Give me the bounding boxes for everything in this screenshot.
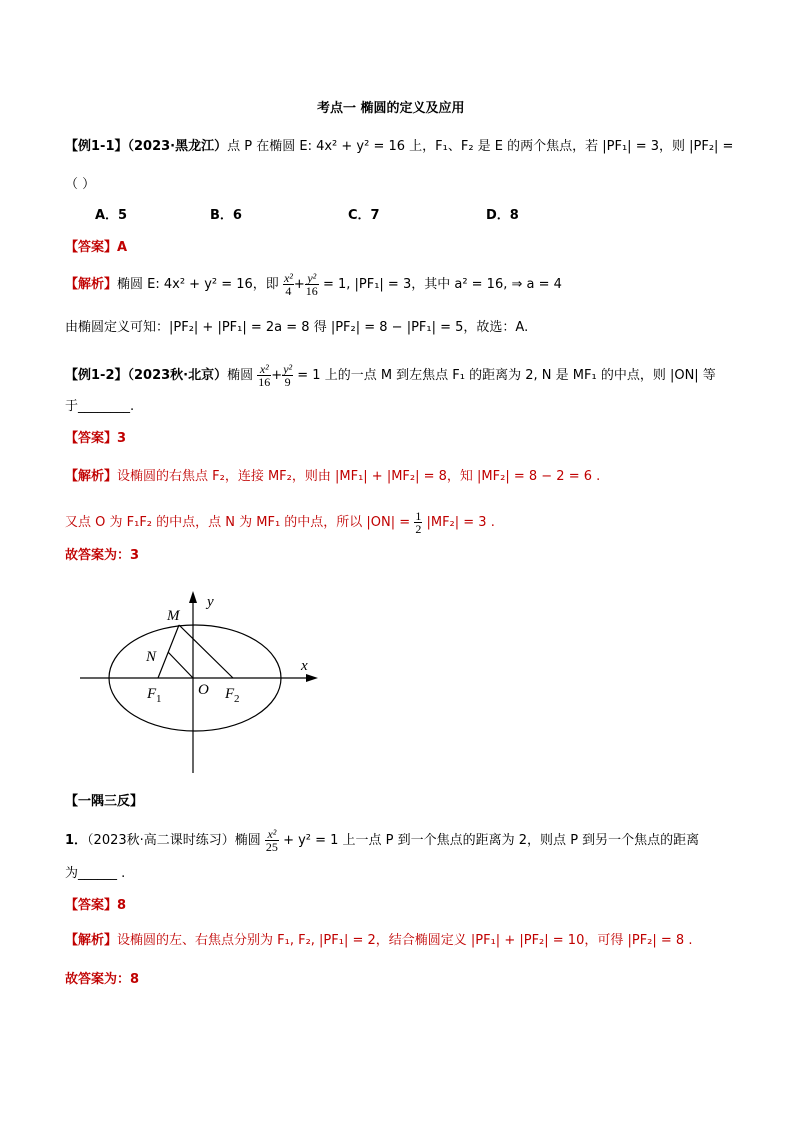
example-tag: 【例1-2】 [65,368,128,383]
analysis-text-b: = 1, |PF₁| = 3，其中 a² = 16, ⇒ a = 4 [322,277,562,292]
question-text: 点 P 在椭圆 E: 4x² + y² = 16 上，F₁、F₂ 是 E 的两个焦点，若 |PF₁| = 3，则 |PF₂| = [227,139,734,154]
analysis-label: 【解析】 [65,277,118,292]
answer-value: 3 [117,431,127,446]
label-n: N [146,649,157,665]
label-m: M [167,608,180,624]
conclusion: 故答案为：3 [65,548,140,563]
example-source: （2023秋·北京） [127,368,228,383]
answer-label: 【答案】 [65,240,118,255]
answer-line [65,430,126,448]
question-line-2: 为______ . [65,866,126,881]
option-b: B．6 [210,208,242,223]
question-text-b: = 1 上的一点 M 到左焦点 F₁ 的距离为 2, N 是 MF₁ 的中点，则 |ON| 等 [297,368,716,383]
example-1-2-question: 【例1-2】（2023秋·北京）椭圆 $\frac{\text{x²}}{16}$ + $\frac{\text{y²}}{9}$ = 1 上的一点 M 到左焦点 F₁ 的距离为 2, N 是 MF₁ 的中点，则 |ON| 等 [65,362,716,389]
option-d: D．8 [486,208,519,223]
ellipse-figure [80,585,330,775]
y-axis-arrow [189,591,197,603]
analysis-line-2: 由椭圆定义可知：|PF₂| + |PF₁| = 2a = 8 得 |PF₂| = 8 − |PF₁| = 5，故选：A. [65,320,529,335]
answer-label: 【答案】 [65,431,118,446]
fraction-x2-over-16: $\frac{\text{x²}}{16}$ [258,362,271,389]
question-source: （2023秋·高二课时练习） [87,833,235,848]
label-f1-sub: 1 [156,693,162,705]
analysis-line [65,932,692,950]
segment-on [168,652,193,678]
question-text-a: 椭圆 [227,368,254,383]
question-number: 1． [65,833,88,848]
analysis-line-1 [65,468,600,486]
x-axis-arrow [306,674,318,682]
analysis-text-b: |MF₂| = 3 . [426,515,495,530]
label-x: x [301,658,308,674]
segment-mf1 [158,625,179,678]
answer-line [65,239,127,257]
practice-header: 【一隅三反】 [65,794,144,809]
label-f2: F [225,686,235,702]
fraction-x2-over-4: $\frac{\text{x²}}{4}$ [283,271,293,298]
option-a: A．5 [95,208,128,223]
analysis-line-2 [65,510,495,535]
fraction-x2-over-25: $\frac{\text{x²}}{25}$ [265,827,278,854]
answer-parentheses: （ ） [65,177,96,192]
example-1-1-question [65,138,733,156]
example-tag: 【例1-1】 [65,139,128,154]
analysis-label: 【解析】 [65,469,118,484]
answer-label: 【答案】 [65,898,118,913]
analysis-text-a: 椭圆 E: 4x² + y² = 16，即 [117,277,279,292]
conclusion: 故答案为：8 [65,972,140,987]
example-source: （2023·黑龙江） [127,139,228,154]
question-text-a: 椭圆 [234,833,261,848]
analysis-text: 设椭圆的左、右焦点分别为 F₁, F₂, |PF₁| = 2，结合椭圆定义 |PF₁| + |PF₂| = 10，可得 |PF₂| = 8 . [117,933,693,948]
fraction-1-over-2: $\frac{1}{2}$ [415,509,422,536]
practice-question-1 [65,828,699,853]
answer-value: 8 [117,898,127,913]
label-y: y [207,594,214,610]
answer-value: A [117,240,128,255]
section-title: 考点一 椭圆的定义及应用 [317,101,465,116]
fraction-y2-over-16: $\frac{\text{y²}}{16}$ [305,271,318,298]
answer-line [65,897,126,915]
analysis-line-1: 【解析】椭圆 E: 4x² + y² = 16，即 $\frac{\text{x²}}{4}$ + $\frac{\text{y²}}{16}$ = 1, |PF₁| = 3，其中 a² = 16, ⇒ a = 4 [65,271,562,298]
label-f1: F [147,686,157,702]
fraction-y2-over-9: $\frac{\text{y²}}{9}$ [283,362,293,389]
segment-mf2 [179,625,233,678]
analysis-text-a: 又点 O 为 F₁F₂ 的中点，点 N 为 MF₁ 的中点，所以 |ON| = [65,515,411,530]
question-line-2: 于________. [65,399,135,414]
label-o: O [198,682,209,698]
label-f2-sub: 2 [234,693,240,705]
option-c: C．7 [348,208,380,223]
analysis-label: 【解析】 [65,933,118,948]
question-text-b: + y² = 1 上一点 P 到一个焦点的距离为 2，则点 P 到另一个焦点的距离 [283,833,700,848]
analysis-text: 设椭圆的右焦点 F₂，连接 MF₂，则由 |MF₁| + |MF₂| = 8，知 |MF₂| = 8 − 2 = 6 . [117,469,601,484]
